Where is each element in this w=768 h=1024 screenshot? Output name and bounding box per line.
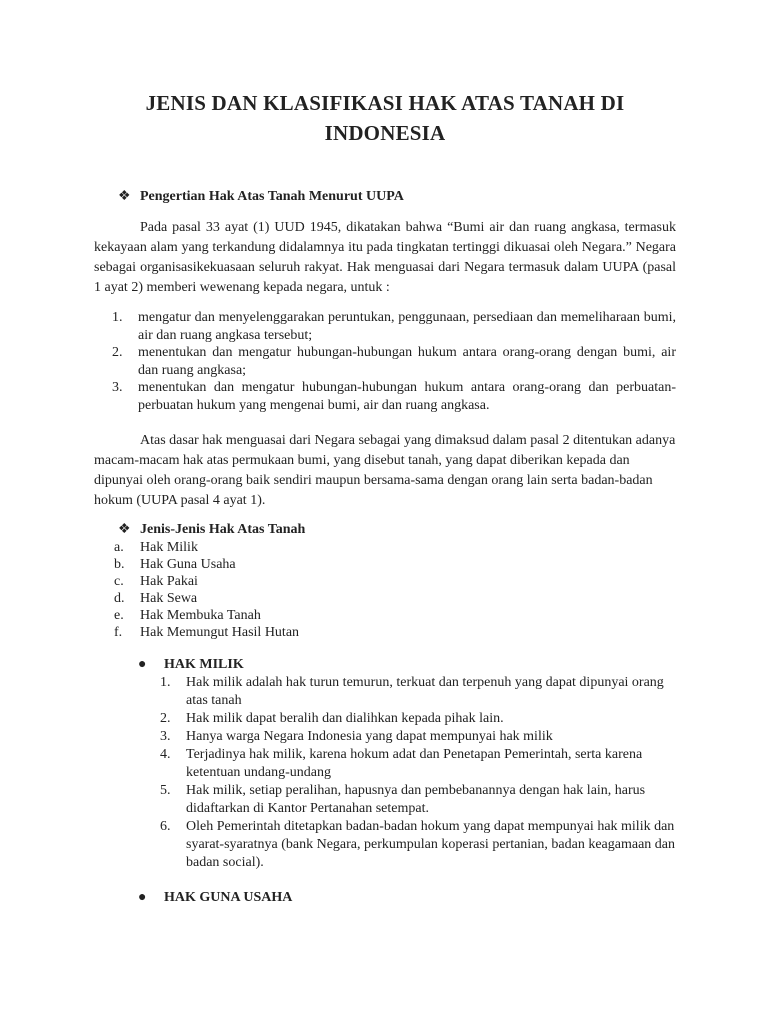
bullet-heading-hak-milik: ● HAK MILIK [138, 657, 244, 672]
diamond-bullet-icon: ❖ [118, 522, 131, 537]
section-heading-text: Jenis-Jenis Hak Atas Tanah [140, 522, 306, 537]
paragraph-text: Atas dasar hak menguasai dari Negara sebagai yang dimaksud dalam pasal 2 ditentukan adanya macam-macam hak atas permukaan bumi, yang disebut tanah, yang dapat diberikan kepada dan dipunyai oleh orang-orang baik sendiri maupun bersama-sama dengan orang lain serta badan-badan hokum (UUPA pasal 4 ayat 1). [94, 433, 676, 508]
document-title: JENIS DAN KLASIFIKASI HAK ATAS TANAH DI INDONESIA [145, 91, 625, 145]
section-heading-text: Pengertian Hak Atas Tanah Menurut UUPA [140, 189, 404, 204]
diamond-bullet-icon: ❖ [118, 189, 131, 204]
lettered-list-jenis-hak [94, 539, 494, 641]
numbered-list-wewenang [94, 309, 676, 415]
list-item: 1. Hak milik adalah hak turun temurun, terkuat dan terpenuh yang dapat dipunyai orang atas tanah [160, 675, 664, 708]
numbered-list-hak-milik [94, 674, 676, 872]
list-item: 1. mengatur dan menyelenggarakan peruntukan, penggunaan, persediaan dan memeliharaan bumi, air dan ruang angkasa tersebut; [112, 310, 676, 343]
list-item: 6. Oleh Pemerintah ditetapkan badan-badan hokum yang dapat mempunyai hak milik dan syarat-syaratnya (bank Negara, perkumpulan koperasi pertanian, badan keagamaan dan badan social). [160, 819, 676, 870]
list-item: b. Hak Guna Usaha [114, 557, 236, 572]
list-item: 2. menentukan dan mengatur hubungan-hubungan hukum antara orang-orang dengan bumi, air dan ruang angkasa; [112, 345, 676, 378]
list-item: d. Hak Sewa [114, 591, 198, 606]
bullet-icon: ● [138, 890, 147, 905]
list-item: 2. Hak milik dapat beralih dan dialihkan kepada pihak lain. [160, 711, 504, 726]
list-item: f. Hak Memungut Hasil Hutan [114, 625, 300, 640]
list-item: a. Hak Milik [114, 540, 198, 555]
section-heading-pengertian [118, 188, 404, 206]
bullet-heading-hak-guna-usaha: ● HAK GUNA USAHA [138, 890, 293, 905]
list-item: 3. menentukan dan mengatur hubungan-hubungan hukum antara orang-orang dan perbuatan-perbuatan hukum yang mengenai bumi, air dan ruang angkasa. [112, 380, 676, 413]
list-item: c. Hak Pakai [114, 574, 198, 589]
bullet-icon: ● [138, 657, 147, 672]
list-item: 3. Hanya warga Negara Indonesia yang dapat mempunyai hak milik [160, 729, 553, 744]
list-item: 5. Hak milik, setiap peralihan, hapusnya dan pembebanannya dengan hak lain, harus didaftarkan di Kantor Pertanahan setempat. [160, 783, 646, 816]
section-heading-jenis [118, 521, 305, 539]
paragraph-pasal-33 [94, 218, 676, 298]
paragraph-atas-dasar [94, 431, 676, 511]
list-item: e. Hak Membuka Tanah [114, 608, 261, 623]
paragraph-text: Pada pasal 33 ayat (1) UUD 1945, dikatakan bahwa “Bumi air dan ruang angkasa, termasuk kekayaan alam yang terkandung didalamnya itu pada tingkatan tertinggi dikuasai oleh Negara.” Negara sebagai organisasikekuasaan seluruh rakyat. Hak menguasai dari Negara termasuk dalam UUPA (pasal 1 ayat 2) memberi wewenang kepada negara, untuk : [94, 220, 676, 295]
list-item: 4. Terjadinya hak milik, karena hokum adat dan Penetapan Pemerintah, serta karena ketentuan undang-undang [160, 747, 643, 780]
